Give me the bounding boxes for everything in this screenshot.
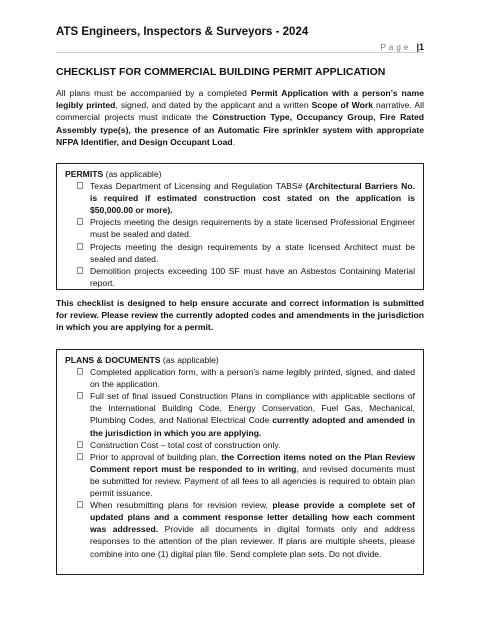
- item-bold-text: (Architectural Barriers No. is required if estimated construction cost stated on the application is $50,000.00 or more).: [90, 181, 415, 216]
- page-number: 1: [418, 42, 424, 52]
- checkbox-icon[interactable]: [77, 441, 83, 448]
- checklist-item: [77, 439, 415, 451]
- checklist-item: [77, 216, 415, 240]
- intro-paragraph: [56, 87, 424, 148]
- page-word: Page: [380, 43, 412, 52]
- item-text: Completed application form, with a person’s name legibly printed, signed, and dated on the application.: [90, 367, 415, 390]
- permits-qualifier: (as applicable): [103, 169, 162, 179]
- checkbox-icon[interactable]: [77, 453, 83, 460]
- plans-qualifier: (as applicable): [160, 355, 219, 365]
- checkbox-icon[interactable]: [77, 368, 83, 375]
- item-text: Demolition projects exceeding 100 SF must have an Asbestos Containing Material report.: [90, 265, 415, 288]
- permits-box: [56, 163, 424, 290]
- checkbox-icon[interactable]: [77, 392, 83, 399]
- item-text: Provide all documents in digital formats only and address responses to the attention of the plan reviewer. If plans are multiple sheets, please combine into one (1) digital plan file. Send complete plan sets. Do not divide.: [90, 524, 415, 559]
- checklist-item: [77, 366, 415, 390]
- checklist-item: [77, 390, 415, 438]
- intro-text-4: .: [232, 136, 236, 147]
- checklist-item: [77, 499, 415, 559]
- checklist-item: [77, 451, 415, 499]
- checkbox-icon[interactable]: [77, 243, 83, 250]
- item-bold-text: currently adopted and amended in the jurisdiction in which you are applying.: [90, 415, 416, 438]
- item-text: Construction Cost – total cost of construction only.: [90, 439, 281, 450]
- item-text: Prior to approval of building plan,: [90, 451, 222, 462]
- checklist-item: [77, 265, 415, 289]
- header-title: ATS Engineers, Inspectors & Surveyors - 2024: [56, 26, 309, 38]
- plans-heading-label: PLANS & DOCUMENTS: [65, 355, 161, 365]
- item-text: Projects meeting the design requirements by a state licensed Professional Engineer must be sealed and dated.: [90, 217, 415, 240]
- permits-checklist: [65, 180, 415, 289]
- item-bold-text: the Correction items noted on the Plan Review Comment report must be responded to in writing: [90, 451, 415, 474]
- item-bold-text: please provide a complete set of updated plans and a comment response letter detailing how each comment was addressed.: [90, 500, 415, 535]
- permits-heading-label: PERMITS: [65, 169, 104, 179]
- header-divider: [56, 52, 424, 53]
- intro-text-2: , signed, and dated by the applicant and a written: [115, 100, 312, 111]
- plans-heading: [65, 354, 415, 366]
- item-text: Projects meeting the design requirements by a state licensed Architect must be sealed and dated.: [90, 241, 415, 264]
- item-text: Texas Department of Licensing and Regulation TABS#: [90, 181, 306, 192]
- permits-heading: [65, 168, 415, 180]
- checkbox-icon[interactable]: [77, 218, 83, 225]
- intro-bold-1: Permit Application with a person’s name legibly printed: [56, 88, 424, 111]
- item-text: When resubmitting plans for revision review,: [90, 500, 273, 511]
- intro-bold-3: Construction Type, Occupancy Group, Fire Rated Assembly type(s), the presence of an Automatic Fire sprinkler system with appropriate NFPA Identifier, and Design Occupant Load: [56, 112, 424, 147]
- document-title: CHECKLIST FOR COMMERCIAL BUILDING PERMIT APPLICATION: [56, 66, 386, 78]
- item-text: , and revised documents must be submitted for review. Payment of all fees to all agencies is required to obtain plan permit issuance.: [90, 463, 415, 499]
- checkbox-icon[interactable]: [77, 182, 83, 189]
- checklist-item: [77, 241, 415, 265]
- intro-text-3: narrative. All commercial projects must indicate the: [56, 100, 424, 123]
- plans-checklist: [65, 366, 415, 560]
- intro-text-1: All plans must be accompanied by a completed: [56, 88, 251, 98]
- intro-bold-2: Scope of Work: [311, 100, 373, 111]
- review-note: This checklist is designed to help ensure accurate and correct information is submitted for review. Please review the currently adopted codes and amendments in the jurisdiction in which you are applying for a permit.: [56, 298, 424, 333]
- checkbox-icon[interactable]: [77, 501, 83, 508]
- checkbox-icon[interactable]: [77, 267, 83, 274]
- page-separator: |: [416, 42, 419, 52]
- plans-documents-box: [56, 349, 424, 575]
- item-text: Full set of final issued Construction Plans in compliance with applicable sections of the International Building Code, Energy Conservation, Fuel Gas, Mechanical, Plumbing Codes, and National Electrical Code: [90, 391, 415, 426]
- page-number-label: [381, 42, 424, 52]
- checklist-item: [77, 180, 415, 216]
